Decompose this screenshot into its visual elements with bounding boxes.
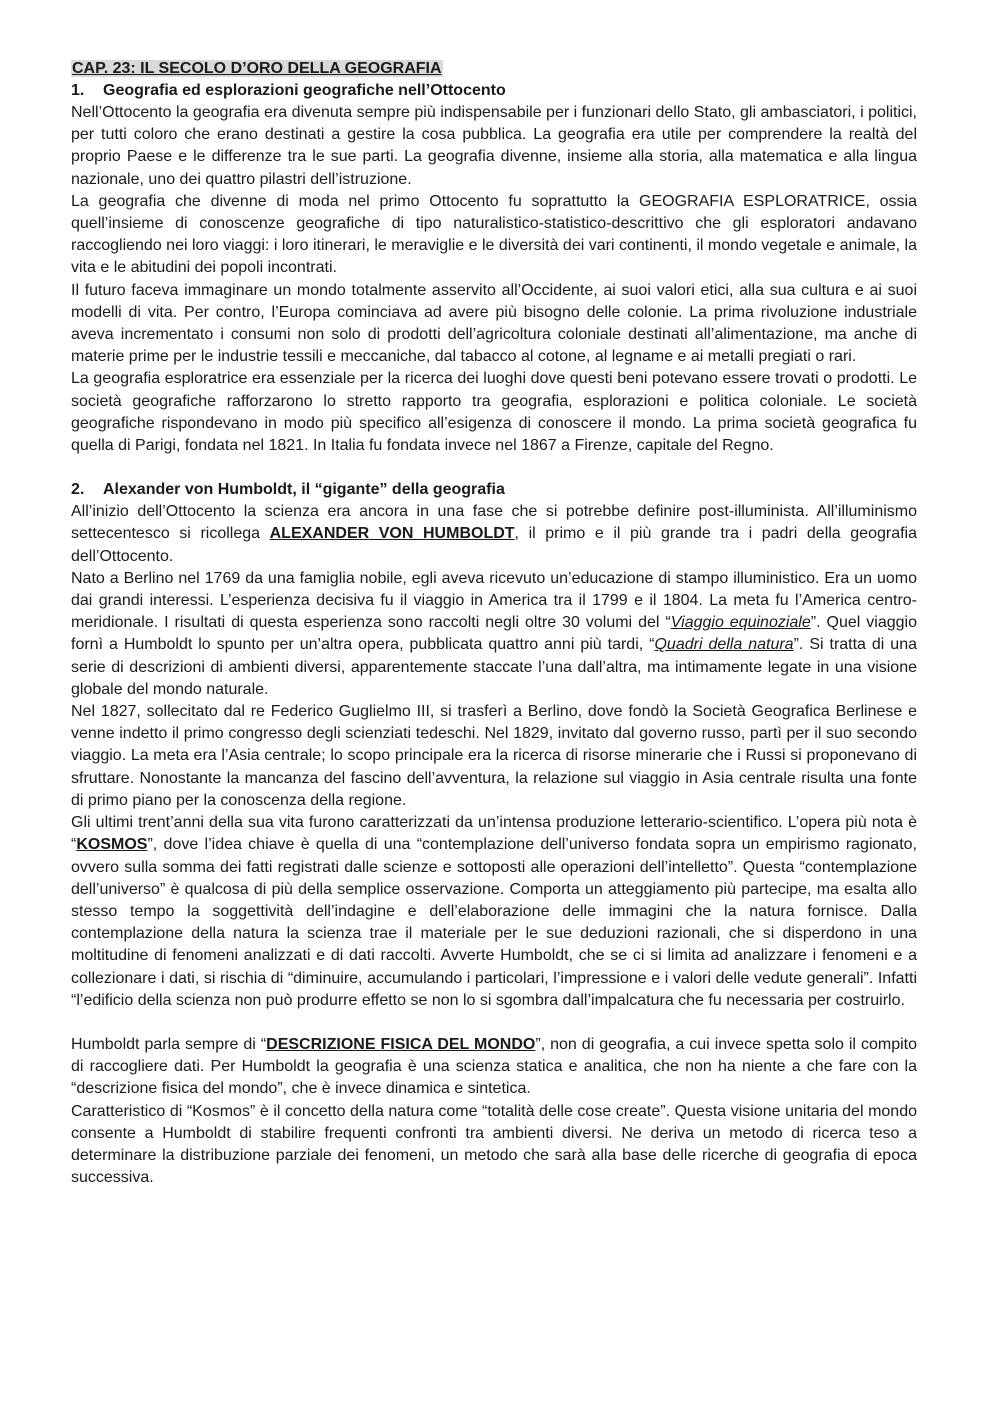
section-1-paragraph-3: Il futuro faceva immaginare un mondo totalmente asservito all’Occidente, ai suoi valori etici, alla sua cultura e ai suoi modelli di vita. Per contro, l’Europa cominciava ad avere più bisogno delle colonie. La prima rivoluzione industriale aveva incrementato i consumi non solo di prodotti dell’agricoltura coloniale destinati all’alimentazione, ma anche di materie prime per le industrie tessili e meccaniche, dal tabacco al cotone, al legname e ai metalli pregiati o rari.	[71, 281, 917, 366]
section-2-paragraph-5: Humboldt parla sempre di “DESCRIZIONE FISICA DEL MONDO”, non di geografia, a cui invece spetta solo il compito di raccogliere dati. Per Humboldt la geografia è una scienza statica e analitica, che non ha niente a che fare con la “descrizione fisica del mondo”, che è invece dinamica e sintetica.	[71, 1035, 918, 1098]
humboldt-name: ALEXANDER VON HUMBOLDT	[269, 525, 515, 543]
section-2-paragraph-2: Nato a Berlino nel 1769 da una famiglia nobile, egli aveva ricevuto un’educazione di stampo illuministico. Era un uomo dai grandi interessi. L’esperienza decisiva fu il viaggio in America tra il 1799 e il 1804. La meta fu l’America centro-meridionale. I risultati di questa esperienza sono raccolti negli oltre 30 volumi del “Viaggio equinoziale”. Quel viaggio fornì a Humboldt lo spunto per un’altra opera, pubblicata quattro anni più tardi, “Quadri della natura”. Si tratta di una serie di descrizioni di ambienti diversi, apparentemente staccate l’una dall’altra, ma intimamente legate in una visione globale del mondo naturale.	[71, 569, 918, 698]
work-title-quadri: Quadri della natura	[654, 636, 794, 654]
section-2-heading	[71, 479, 917, 501]
chapter-title: CAP. 23: IL SECOLO D’ORO DELLA GEOGRAFIA	[72, 60, 442, 77]
section-1-title: Geografia ed esplorazioni geografiche nell’Ottocento	[103, 82, 506, 99]
spacer	[71, 457, 917, 479]
section-2-title: Alexander von Humboldt, il “gigante” della geografia	[103, 481, 505, 499]
spacer	[71, 1012, 917, 1034]
section-2-paragraph-3: Nel 1827, sollecitato dal re Federico Guglielmo III, si trasferì a Berlino, dove fondò la Società Geografica Berlinese e venne indetto il primo congresso degli scienziati tedeschi. Nel 1829, invitato dal governo russo, partì per il suo secondo viaggio. La meta era l’Asia centrale; lo scopo principale era la ricerca di risorse minerarie che i Russi si proponevano di sfruttare. Nonostante la mancanza del fascino dell’avventura, la relazione sul viaggio in Asia centrale risulta una fonte di primo piano per la conoscenza della regione.	[71, 703, 917, 809]
section-2-paragraph-4: Gli ultimi trent’anni della sua vita furono caratterizzati da un’intensa produzione letterario-scientifico. L’opera più nota è “KOSMOS”, dove l’idea chiave è quella di una “contemplazione dell’universo fondata sopra un empirismo ragionato, ovvero sulla somma dei fatti registrati dalle scienze e sottoposti alle operazioni dell’intelletto”. Questa “contemplazione dell’universo” è qualcosa di più della semplice osservazione. Comporta un atteggiamento più partecipe, ma esalta allo stesso tempo la soggettività dell’indagine e dell’elaborazione delle immagini che la natura fornisce. Dalla contemplazione della natura la scienza trae il materiale per le sue deduzioni razionali, che si disperdono in una moltitudine di fenomeni analizzati e di dati raccolti. Avverte Humboldt, che se ci si limita ad analizzare i fenomeni e a collezionare i dati, si rischia di “diminuire, accumulando i particolari, l’impressione e i valori delle vedute generali”. Infatti “l’edificio della scienza non può produrre effetto se non lo si sgombra dall’impalcatura che fu necessaria per costruirlo.	[71, 814, 917, 1009]
section-2-paragraph-1: All’inizio dell’Ottocento la scienza era ancora in una fase che si potrebbe definire post-illuminista. All’illuminismo settecentesco si ricollega ALEXANDER VON HUMBOLDT, il primo e il più grande tra i padri della geografia dell’Ottocento.	[71, 503, 917, 565]
section-1-number: 1.	[71, 82, 85, 99]
descrizione-fisica-term: DESCRIZIONE FISICA DEL MONDO	[266, 1035, 536, 1053]
document-page	[71, 58, 917, 1189]
section-2-paragraph-6: Caratteristico di “Kosmos” è il concetto della natura come “totalità delle cose create”. Questa visione unitaria del mondo consente a Humboldt di stabilire frequenti confronti tra ambienti diversi. Ne deriva un metodo di ricerca teso a determinare la distribuzione parziale dei fenomeni, un metodo che sarà alla base delle ricerche di geografia di epoca successiva.	[71, 1102, 917, 1187]
kosmos-term: KOSMOS	[76, 836, 148, 854]
work-title-viaggio: Viaggio equinoziale	[670, 614, 811, 632]
section-1-paragraph-2: La geografia che divenne di moda nel primo Ottocento fu soprattutto la GEOGRAFIA ESPLORATRICE, ossia quell’insieme di conoscenze geografiche di tipo naturalistico-statistico-descrittivo che gli esploratori andavano raccogliendo nei loro viaggi: i loro itinerari, le meraviglie e le diversità dei vari continenti, il mondo vegetale e animale, la vita e le abitudini dei popoli incontrati.	[71, 192, 917, 277]
section-2-number: 2.	[71, 481, 85, 499]
section-1-heading	[71, 80, 917, 102]
section-1-paragraph-4: La geografia esploratrice era essenziale per la ricerca dei luoghi dove questi beni potevano essere trovati o prodotti. Le società geografiche rafforzarono lo stretto rapporto tra geografia, esplorazioni e politica coloniale. Le società geografiche rispondevano in modo più specifico all’esigenza di conoscere il mondo. La prima società geografica fu quella di Parigi, fondata nel 1821. In Italia fu fondata invece nel 1867 a Firenze, capitale del Regno.	[71, 370, 917, 455]
section-1-paragraph-1: Nell’Ottocento la geografia era divenuta sempre più indispensabile per i funzionari dello Stato, gli ambasciatori, i politici, per tutti coloro che erano destinati a gestire la cosa pubblica. La geografia era utile per comprendere la realtà del proprio Paese e le differenze tra le sue parti. La geografia divenne, insieme alla storia, alla matematica e alla lingua nazionale, uno dei quattro pilastri dell’istruzione.	[71, 104, 917, 188]
